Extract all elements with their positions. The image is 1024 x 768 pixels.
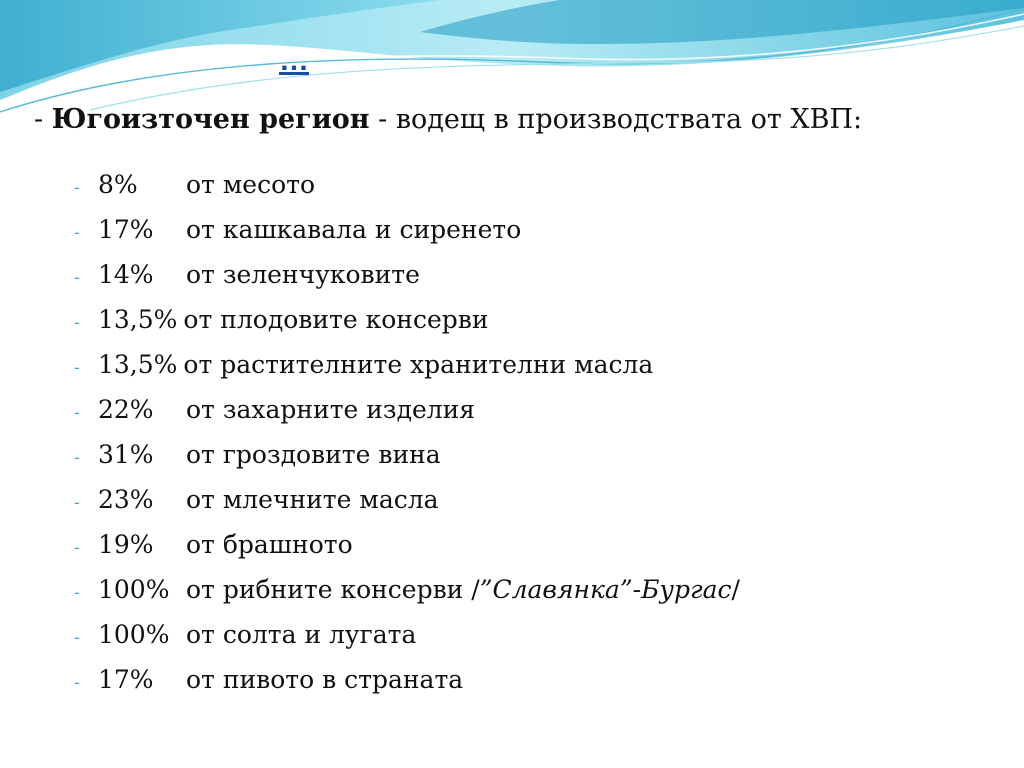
list-item <box>74 350 740 395</box>
list-bullet: - <box>74 493 80 512</box>
list-bullet: - <box>74 673 80 692</box>
list-item <box>74 530 740 575</box>
item-text: от зеленчуковите <box>186 260 420 289</box>
item-text: от кашкавала и сиренето <box>186 215 522 244</box>
item-percent: 13,5% <box>98 305 178 334</box>
item-text: от млечните масла <box>186 485 439 514</box>
list-bullet: - <box>74 538 80 557</box>
item-percent: 8% <box>98 170 138 199</box>
lead-line <box>34 104 1014 135</box>
list-item <box>74 440 740 485</box>
item-tail: / <box>731 575 740 604</box>
item-percent: 13,5% <box>98 350 178 379</box>
item-text: от солта и лугата <box>186 620 417 649</box>
list-item <box>74 665 740 710</box>
item-text: от захарните изделия <box>186 395 476 424</box>
wave-background <box>0 0 1024 120</box>
lead-dash: - <box>34 104 44 135</box>
item-percent: 23% <box>98 485 154 514</box>
item-percent: 17% <box>98 665 154 694</box>
list-item <box>74 305 740 350</box>
item-percent: 14% <box>98 260 154 289</box>
list-item <box>74 215 740 260</box>
list-bullet: - <box>74 448 80 467</box>
list-item <box>74 170 740 215</box>
item-percent: 31% <box>98 440 154 469</box>
region-name: Югоизточен регион <box>51 104 370 135</box>
list-item <box>74 260 740 305</box>
item-percent: 19% <box>98 530 154 559</box>
list-bullet: - <box>74 178 80 197</box>
slide-title: … <box>279 44 309 77</box>
list-bullet: - <box>74 403 80 422</box>
item-text: от плодовите консерви <box>183 305 489 334</box>
item-percent: 17% <box>98 215 154 244</box>
list-bullet: - <box>74 313 80 332</box>
list-bullet: - <box>74 358 80 377</box>
item-text: от растителните хранителни масла <box>183 350 654 379</box>
list-item <box>74 620 740 665</box>
stats-list <box>74 170 740 710</box>
list-bullet: - <box>74 268 80 287</box>
item-text: от пивото в страната <box>186 665 464 694</box>
item-percent: 22% <box>98 395 154 424</box>
item-quote: ”Славянка”-Бургас <box>479 575 732 604</box>
item-text: от гроздовите вина <box>186 440 441 469</box>
list-item <box>74 575 740 620</box>
list-item <box>74 395 740 440</box>
item-text: от брашното <box>186 530 353 559</box>
list-bullet: - <box>74 223 80 242</box>
list-bullet: - <box>74 583 80 602</box>
item-text: от рибните консерви / <box>186 575 480 604</box>
item-percent: 100% <box>98 575 170 604</box>
list-item <box>74 485 740 530</box>
item-text: от месото <box>186 170 316 199</box>
lead-rest: - водещ в производствата от ХВП: <box>369 104 863 135</box>
list-bullet: - <box>74 628 80 647</box>
item-percent: 100% <box>98 620 170 649</box>
